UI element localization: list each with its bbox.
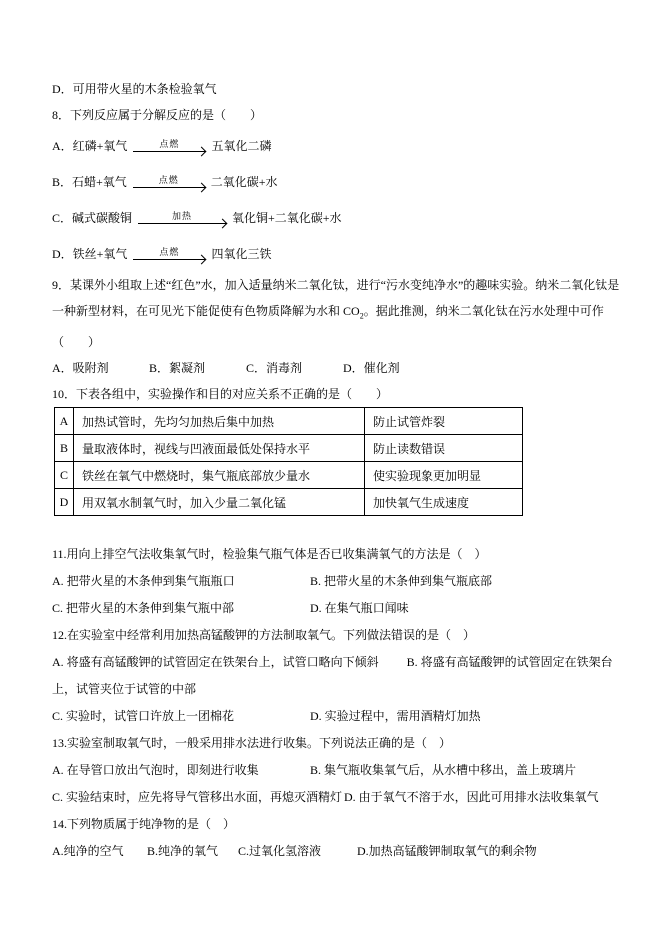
chemical-formula-subscript: 2: [359, 311, 364, 321]
chemical-formula: CO: [343, 304, 360, 318]
reaction-reactants: A．红磷+氧气: [52, 139, 128, 153]
table-cell-letter: D: [55, 489, 74, 516]
question13-options-row-1: [52, 757, 623, 784]
question11-option-c: C. 把带火星的木条伸到集气瓶中部: [52, 601, 235, 616]
arrow-shaft: [133, 187, 205, 188]
question8-option-a-equation: [52, 128, 623, 164]
reaction-products: 二氧化碳+水: [210, 175, 278, 189]
question10-stem: 10．下表各组中，实验操作和目的对应关系不正确的是（ ）: [52, 387, 389, 402]
question13-stem: 13.实验室制取氧气时，一般采用排水法进行收集。下列说法正确的是（ ）: [52, 736, 452, 751]
reaction-reactants: D．铁丝+氧气: [52, 247, 128, 261]
arrow-shaft: [138, 223, 226, 224]
table-row: [55, 489, 523, 516]
reaction-arrow-icon: [138, 212, 226, 224]
question11-option-d: D. 在集气瓶口闻味: [310, 601, 409, 616]
reaction-arrow-icon: [133, 140, 205, 152]
table-cell-operation: 铁丝在氧气中燃烧时，集气瓶底部放少量水: [74, 462, 365, 489]
table-cell-purpose: 防止试管炸裂: [365, 408, 523, 435]
question9-stem: [52, 272, 623, 355]
question11-option-a: A. 把带火星的木条伸到集气瓶瓶口: [52, 574, 235, 589]
reaction-condition-label: 点燃: [158, 175, 179, 185]
question14-option-c: C.过氧化氢溶液: [238, 844, 322, 859]
arrow-shaft: [133, 259, 205, 260]
question7-option-d: D．可用带火星的木条检验氧气: [52, 82, 217, 96]
reaction-condition-label: 加热: [172, 211, 193, 221]
reaction-reactants: C．碱式碳酸铜: [52, 211, 133, 225]
question8-option-d-equation: [52, 236, 623, 272]
table-cell-operation: 加热试管时，先均匀加热后集中加热: [74, 408, 365, 435]
reaction-condition-label: 点燃: [159, 139, 180, 149]
reaction-products: 五氧化二磷: [211, 139, 272, 153]
question9-option-c: C．消毒剂: [246, 361, 303, 376]
table-row: [55, 462, 523, 489]
question8-option-c-equation: [52, 200, 623, 236]
question13-option-a: A. 在导管口放出气泡时，即刻进行收集: [52, 763, 259, 778]
question14-option-a: A.纯净的空气: [52, 844, 124, 859]
question12-options-row-2: [52, 703, 623, 730]
table-row: [55, 435, 523, 462]
question12-stem: 12.在实验室中经常利用加热高锰酸钾的方法制取氧气。下列做法错误的是（ ）: [52, 628, 476, 643]
table-row: [55, 408, 523, 435]
question11-options-row-2: [52, 595, 623, 622]
reaction-products: 氧化铜+二氧化碳+水: [232, 211, 342, 225]
question9-stem-text: 9．某课外小组取上述“红色”水，加入适量纳米二氧化钛，进行“污水变纯净水”的趣味实验。纳米二氧化钛是一种新型材料，在可见光下能促使有色物质降解为水和: [52, 278, 620, 318]
arrow-shaft: [133, 151, 205, 152]
question11-stem: 11.用向上排空气法收集氧气时，检验集气瓶气体是否已收集满氧气的方法是（ ）: [52, 547, 487, 562]
question10-table: [54, 407, 523, 516]
question14-option-d: D.加热高锰酸钾制取氧气的剩余物: [357, 844, 537, 859]
table-cell-operation: 用双氧水制氧气时，加入少量二氧化锰: [74, 489, 365, 516]
reaction-products: 四氧化三铁: [211, 247, 272, 261]
question9-option-b: B．絮凝剂: [149, 361, 206, 376]
question9-stem-text-after: 。据此推测，纳米二氧化钛在污水处理中可作（ ）: [52, 304, 604, 350]
question13-option-d: D. 由于氧气不溶于水，因此可用排水法收集氧气: [344, 790, 599, 805]
question13-options-row-2: [52, 784, 623, 811]
question13-option-c: C. 实验结束时，应先将导气管移出水面，再熄灭酒精灯: [52, 790, 343, 805]
reaction-arrow-icon: [133, 248, 205, 260]
question9-options-row: [52, 355, 623, 381]
question9-option-a: A．吸附剂: [52, 361, 109, 376]
table-cell-purpose: 加快氧气生成速度: [365, 489, 523, 516]
question11-option-b: B. 把带火星的木条伸到集气瓶底部: [310, 574, 493, 589]
table-cell-purpose: 防止读数错误: [365, 435, 523, 462]
reaction-arrow-icon: [133, 176, 205, 188]
reaction-reactants: B．石蜡+氧气: [52, 175, 127, 189]
table-cell-letter: A: [55, 408, 74, 435]
question12-option-a: A. 将盛有高锰酸钾的试管固定在铁架台上，试管口略向下倾斜: [52, 655, 379, 670]
question14-option-b: B.纯净的氧气: [147, 844, 219, 859]
table-cell-operation: 量取液体时，视线与凹液面最低处保持水平: [74, 435, 365, 462]
reaction-condition-label: 点燃: [159, 247, 180, 257]
question14-stem: 14.下列物质属于纯净物的是（ ）: [52, 817, 236, 832]
question12-option-c: C. 实验时，试管口许放上一团棉花: [52, 709, 235, 724]
question8-stem: 8．下列反应属于分解反应的是（ ）: [52, 108, 263, 122]
question12-option-b: B. 将盛有高锰酸钾的试管固定在铁架台上，试管夹位于试管的中部: [52, 655, 613, 697]
question8-option-b-equation: [52, 164, 623, 200]
table-cell-letter: B: [55, 435, 74, 462]
question9-option-d: D．催化剂: [343, 361, 400, 376]
question12-options-row-1: [52, 649, 623, 703]
table-cell-purpose: 使实验现象更加明显: [365, 462, 523, 489]
question13-option-b: B. 集气瓶收集氧气后，从水槽中移出，盖上玻璃片: [310, 763, 577, 778]
question14-options-row: [52, 838, 623, 865]
table-cell-letter: C: [55, 462, 74, 489]
question11-options-row-1: [52, 568, 623, 595]
question12-option-d: D. 实验过程中，需用酒精灯加热: [310, 709, 481, 724]
